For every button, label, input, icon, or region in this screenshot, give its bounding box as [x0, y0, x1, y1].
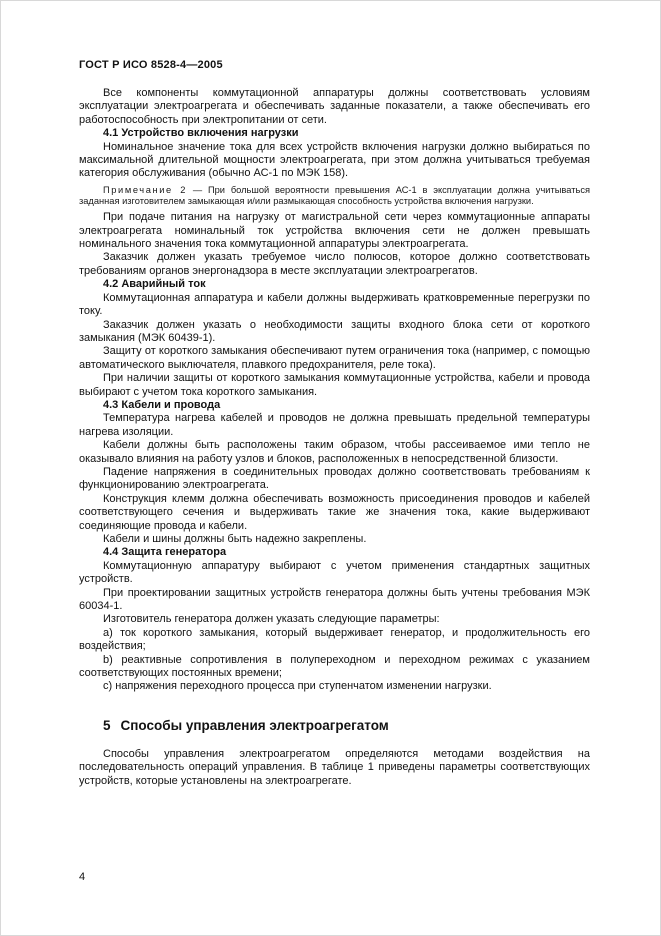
- paragraph: Защиту от короткого замыкания обеспечивают путем ограничения тока (например, с помощью автоматического выключателя, плавкого предохранителя, реле тока).: [79, 345, 590, 371]
- note-text: — При большой вероятности превышения АС-1 в эксплуатации должна учитываться заданная изготовителем замыкающая и/или размыкающая способность устройства включения нагрузки.: [79, 184, 591, 207]
- list-item-b: b) реактивные сопротивления в полупереходном и переходном режимах с указанием соответствующих постоянных времени;: [79, 653, 590, 680]
- chapter-number: 5: [103, 717, 111, 733]
- document-header-title: ГОСТ Р ИСО 8528-4—2005: [79, 59, 223, 71]
- paragraph: Коммутационная аппаратура и кабели должны выдерживать кратковременные перегрузки по току.: [79, 291, 590, 318]
- paragraph: При подаче питания на нагрузку от магистральной сети через коммутационные аппараты электроагрегата номинальный ток устройства включения сети не должен превышать номинального значения тока коммутационной аппаратуры электроагрегата.: [79, 211, 590, 251]
- paragraph: При проектировании защитных устройств генератора должны быть учтены требования МЭК 60034-1.: [79, 586, 590, 613]
- paragraph: Кабели должны быть расположены таким образом, чтобы рассеиваемое ими тепло не оказывало влияния на работу узлов и блоков, расположенных в непосредственной близости.: [79, 439, 590, 465]
- note-label: Примечание 2: [103, 184, 188, 195]
- note-paragraph: [79, 185, 590, 207]
- paragraph: Конструкция клемм должна обеспечивать возможность присоединения проводов и кабелей соответствующего сечения и выдерживать такие же значения тока, какие выдерживают соединяющие провода и кабели.: [79, 492, 590, 532]
- section-heading-4-3: 4.3 Кабели и провода: [103, 398, 221, 411]
- paragraph: Номинальное значение тока для всех устройств включения нагрузки должно выбираться по максимальной длительной мощности электроагрегата, при этом должна учитываться требуемая категория обслуживания (обычно АС-1 по МЭК 158).: [79, 140, 590, 180]
- list-item-c: с) напряжения переходного процесса при ступенчатом изменении нагрузки.: [103, 680, 492, 693]
- section-heading-4-1: 4.1 Устройство включения нагрузки: [103, 127, 299, 140]
- paragraph: При наличии защиты от короткого замыкания коммутационные устройства, кабели и провода выбирают с учетом тока короткого замыкания.: [79, 372, 590, 398]
- chapter-heading-5: [79, 718, 590, 733]
- paragraph: Коммутационную аппаратуру выбирают с учетом применения стандартных защитных устройств.: [79, 559, 590, 586]
- section-heading-4-4: 4.4 Защита генератора: [103, 546, 227, 559]
- section-heading-4-2: 4.2 Аварийный ток: [103, 278, 206, 291]
- paragraph: Температура нагрева кабелей и проводов не должна превышать предельной температуры нагрева изоляции.: [79, 412, 590, 438]
- paragraph: Способы управления электроагрегатом определяются методами воздействия на последовательность операций управления. В таблице 1 приведены параметры соответствующих устройств, которые установлены на электроагрегате.: [79, 747, 590, 787]
- paragraph: Изготовитель генератора должен указать следующие параметры:: [103, 613, 440, 626]
- paragraph: Заказчик должен указать требуемое число полюсов, которое должно соответствовать требованиям органов энергонадзора в месте эксплуатации электроагрегатов.: [79, 251, 590, 277]
- paragraph: Заказчик должен указать о необходимости защиты входного блока сети от короткого замыкания (МЭК 60439-1).: [79, 318, 590, 344]
- list-item-a: а) ток короткого замыкания, который выдерживает генератор, и продолжительность его воздействия;: [79, 626, 590, 653]
- intro-paragraph: Все компоненты коммутационной аппаратуры должны соответствовать условиям эксплуатации электроагрегата и обеспечивать заданные показатели, а также обеспечивать его работоспособность при электропитании от сети.: [79, 87, 590, 126]
- chapter-title: Способы управления электроагрегатом: [120, 717, 389, 733]
- document-body: [79, 87, 590, 788]
- paragraph: Падение напряжения в соединительных проводах должно соответствовать требованиям к функционированию электроагрегата.: [79, 465, 590, 492]
- paragraph: Кабели и шины должны быть надежно закреплены.: [103, 533, 367, 545]
- page-number: 4: [79, 871, 86, 883]
